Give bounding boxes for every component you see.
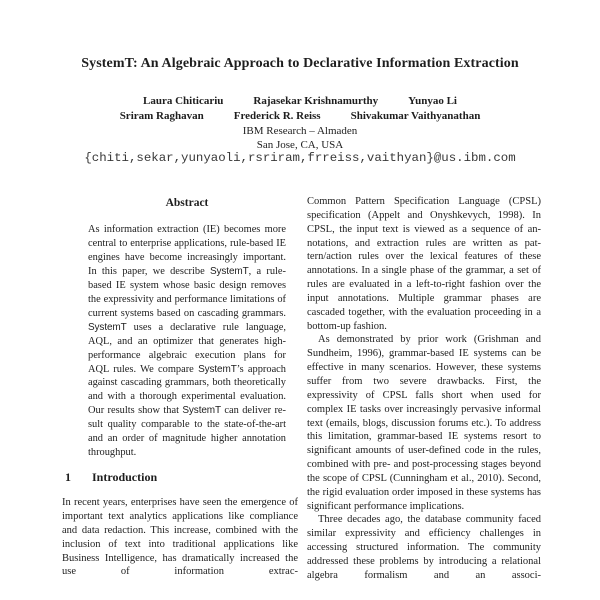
right-column xyxy=(307,195,541,600)
text-segment: uses a declarative rule language, AQL, and an optimizer that generates high-performance algebraic execution plans for AQL rules. We compare xyxy=(88,321,286,375)
systemt-name: SystemT xyxy=(182,405,222,417)
intro-paragraph: In recent years, enterprises have seen the emergence of important text analytics applications like compliance and data redaction. This increase, combined with the inclusion of text into traditional applications like Business Intelligence, has dramatically increased the use of information extrac- xyxy=(62,497,298,578)
body-paragraph: As demonstrated by prior work (Grishman and Sundheim, 1996), grammar-based IE systems can be effective in many scenarios. However, these systems suffer from two severe drawbacks. First, the expressivity of CPSL falls short when used for complex IE tasks over increasingly pervasive informal text (emails, blogs, discussion forums etc.). To address this limitation, grammar-based IE systems resort to significant amounts of user-defined code in the rules, combined with pre- and post-processing stages beyond the scope of CPSL (Cunningham et al., 2010). Second, the rigid evaluation order imposed in these systems has significant performance implications. xyxy=(307,334,541,512)
systemt-name: SystemT xyxy=(209,265,249,277)
email-line: {chiti,sekar,yunyaoli,rsriram,frreiss,vaithyan}@us.ibm.com xyxy=(84,151,516,165)
author-name: Laura Chiticariu xyxy=(143,95,224,107)
body-paragraph: Three decades ago, the database community faced similar expressivity and efficiency challenges in accessing structured information. The community addressed these problems by introducing a relational algebra formalism and an associ- xyxy=(307,514,541,581)
text-segment: can deliver result quality comparable to the state-of-the-art and an order of magnitude higher annotation throughput. xyxy=(88,405,286,459)
body-paragraph: Common Pattern Specification Language (CPSL) specification (Appelt and Onyshkevych, 1998). In CPSL, the input text is viewed as a sequence of annotations, and extraction rules are written as pattern/action rules over the lexical features of these annotations. In a single phase of the grammar, a set of rules are evaluated in a left-to-right fashion over the input annotations. Multiple grammar phases are cascaded together, with the evaluation proceeding in a bottom-up fashion. xyxy=(307,196,541,332)
location-line: San Jose, CA, USA xyxy=(256,139,344,151)
paper-title: SystemT: An Algebraic Approach to Declarative Information Extraction xyxy=(81,56,519,71)
text-segment: ’s approach against cascading grammars, both theoretically and with a thorough experimental evaluation. Our results show that xyxy=(88,363,286,417)
text-segment: As information extraction (IE) becomes more central to enterprise applications, rule-based IE engines have become increasingly important. In this paper, we describe xyxy=(88,224,286,277)
systemt-name: SystemT xyxy=(198,363,237,375)
section-number: 1 xyxy=(65,470,71,485)
author-block xyxy=(0,94,600,123)
left-column xyxy=(62,194,298,600)
systemt-name: SystemT xyxy=(88,321,127,333)
abstract-heading: Abstract xyxy=(165,197,209,209)
section-heading-introduction xyxy=(62,471,298,484)
author-row-2 xyxy=(0,109,600,124)
author-name: Rajasekar Krishnamurthy xyxy=(253,95,379,107)
author-name: Shivakumar Vaithyanathan xyxy=(350,109,481,122)
section-title: Introduction xyxy=(92,470,158,485)
author-name: Sriram Raghavan xyxy=(119,109,204,122)
author-name: Frederick R. Reiss xyxy=(233,109,321,122)
abstract-text xyxy=(88,223,286,460)
text-segment: , a rule-based IE system whose basic design removes the expressivity and performance limitations of current systems based on cascading grammars. xyxy=(88,265,286,319)
affiliation: IBM Research – Almaden xyxy=(242,125,358,137)
author-row-1 xyxy=(0,94,600,109)
author-name: Yunyao Li xyxy=(408,95,457,107)
